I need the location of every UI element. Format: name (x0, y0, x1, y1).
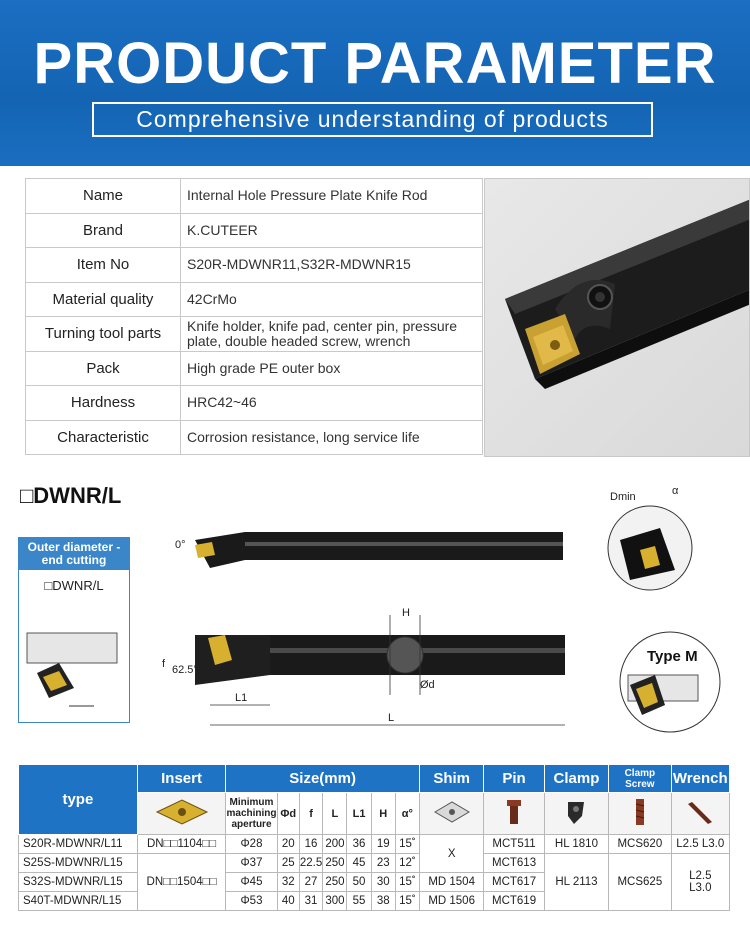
row-wrench-b: L3.0 (689, 882, 712, 894)
col-alpha: α° (395, 793, 419, 835)
spec-row (26, 420, 483, 455)
dim-d-label: Ød (420, 679, 435, 691)
row-f: 22.5 (299, 854, 323, 873)
spec-value: Corrosion resistance, long service life (181, 420, 483, 455)
spec-key: Brand (26, 213, 181, 248)
spec-row (26, 179, 483, 214)
spec-key: Pack (26, 351, 181, 386)
col-l1: L1 (347, 793, 371, 835)
row-type: S32S-MDWNR/L15 (19, 873, 138, 892)
spec-row (26, 351, 483, 386)
dim-alpha-label: α (672, 485, 679, 497)
row-h: 30 (371, 873, 395, 892)
spec-key: Material quality (26, 282, 181, 317)
row-screw: MCS625 (609, 854, 671, 911)
spec-value: Internal Hole Pressure Plate Knife Rod (181, 179, 483, 214)
row-shim: X (419, 835, 483, 873)
spec-key: Hardness (26, 386, 181, 421)
angle-top-label: 0° (175, 539, 186, 551)
spec-table (25, 178, 483, 455)
row-l: 200 (323, 835, 347, 854)
row-dmin: Φ53 (226, 892, 277, 911)
row-d: 20 (277, 835, 299, 854)
spec-row (26, 317, 483, 352)
insert-icon (147, 796, 217, 828)
spec-value: S20R-MDWNR11,S32R-MDWNR15 (181, 248, 483, 283)
spec-row (26, 248, 483, 283)
dim-l1-label: L1 (235, 692, 248, 704)
col-min-aperture: Minimum machining aperture (226, 793, 277, 835)
row-shim: MD 1504 (419, 873, 483, 892)
angle-side-label: 62.5° (172, 664, 198, 676)
row-insert: DN□□1104□□ (137, 835, 226, 854)
col-shim: Shim (419, 765, 483, 793)
screw-image-cell (609, 793, 671, 835)
row-alpha: 15˚ (395, 835, 419, 854)
row-l1: 36 (347, 835, 371, 854)
row-l: 250 (323, 873, 347, 892)
spec-row (26, 282, 483, 317)
row-type: S40T-MDWNR/L15 (19, 892, 138, 911)
row-h: 19 (371, 835, 395, 854)
row-d: 40 (277, 892, 299, 911)
row-l1: 45 (347, 854, 371, 873)
tool-drawing (150, 470, 750, 740)
row-f: 27 (299, 873, 323, 892)
row-pin: MCT511 (484, 835, 544, 854)
parameter-table (18, 764, 730, 911)
spec-row (26, 213, 483, 248)
page-subtitle: Comprehensive understanding of products (92, 102, 653, 137)
clamp-image-cell (544, 793, 608, 835)
spec-key: Characteristic (26, 420, 181, 455)
spec-value: Knife holder, knife pad, center pin, pressure plate, double headed screw, wrench (181, 317, 483, 352)
row-dmin: Φ45 (226, 873, 277, 892)
dim-dmin-label: Dmin (610, 491, 636, 503)
od-code: □DWNR/L (44, 578, 104, 593)
row-alpha: 15˚ (395, 873, 419, 892)
col-f: f (299, 793, 323, 835)
row-alpha: 12˚ (395, 854, 419, 873)
spec-key: Item No (26, 248, 181, 283)
od-illustration (19, 593, 129, 713)
pin-icon (494, 796, 534, 828)
row-type: S25S-MDWNR/L15 (19, 854, 138, 873)
row-pin: MCT617 (484, 873, 544, 892)
row-l: 300 (323, 892, 347, 911)
clamp-icon (556, 796, 596, 828)
row-type: S20R-MDWNR/L11 (19, 835, 138, 854)
row-h: 23 (371, 854, 395, 873)
col-type: type (19, 765, 138, 835)
shim-icon (427, 796, 477, 828)
row-l1: 55 (347, 892, 371, 911)
row-wrench: L2.5 L3.0 (671, 835, 729, 854)
col-size: Size(mm) (226, 765, 420, 793)
row-alpha: 15˚ (395, 892, 419, 911)
dim-f-label: f (162, 658, 166, 670)
table-row (19, 835, 730, 854)
row-d: 32 (277, 873, 299, 892)
row-wrench (671, 854, 729, 911)
col-l: L (323, 793, 347, 835)
row-screw: MCS620 (609, 835, 671, 854)
col-clamp-screw: Clamp Screw (609, 765, 671, 793)
row-h: 38 (371, 892, 395, 911)
row-clamp: HL 1810 (544, 835, 608, 854)
col-d: Φd (277, 793, 299, 835)
row-shim: MD 1506 (419, 892, 483, 911)
pin-image-cell (484, 793, 544, 835)
wrench-icon (680, 796, 720, 828)
spec-key: Name (26, 179, 181, 214)
tool-holder-illustration (485, 179, 750, 457)
spec-value: HRC42~46 (181, 386, 483, 421)
col-clamp: Clamp (544, 765, 608, 793)
insert-image-cell (137, 793, 226, 835)
col-wrench: Wrench (671, 765, 729, 793)
outer-diameter-box (18, 537, 130, 723)
row-d: 25 (277, 854, 299, 873)
spec-value: K.CUTEER (181, 213, 483, 248)
row-f: 16 (299, 835, 323, 854)
dim-l-label: L (388, 712, 395, 724)
od-label: Outer diameter -end cutting (19, 538, 129, 570)
row-f: 31 (299, 892, 323, 911)
row-pin: MCT613 (484, 854, 544, 873)
row-l: 250 (323, 854, 347, 873)
spec-value: 42CrMo (181, 282, 483, 317)
header-banner (0, 0, 750, 166)
row-pin: MCT619 (484, 892, 544, 911)
section-title: □DWNR/L (20, 483, 122, 508)
row-dmin: Φ28 (226, 835, 277, 854)
col-h: H (371, 793, 395, 835)
col-insert: Insert (137, 765, 226, 793)
type-m-label: Type M (647, 648, 698, 665)
row-dmin: Φ37 (226, 854, 277, 873)
spec-key: Turning tool parts (26, 317, 181, 352)
row-insert: DN□□1504□□ (137, 854, 226, 911)
table-row (19, 854, 730, 873)
row-clamp: HL 2113 (544, 854, 608, 911)
wrench-image-cell (671, 793, 729, 835)
spec-row (26, 386, 483, 421)
shim-image-cell (419, 793, 483, 835)
page-title: PRODUCT PARAMETER (33, 31, 717, 96)
col-pin: Pin (484, 765, 544, 793)
row-l1: 50 (347, 873, 371, 892)
screw-icon (620, 796, 660, 828)
dim-h-label: H (402, 607, 410, 619)
spec-value: High grade PE outer box (181, 351, 483, 386)
product-photo (484, 178, 750, 457)
row-wrench-a: L2.5 (689, 870, 712, 882)
